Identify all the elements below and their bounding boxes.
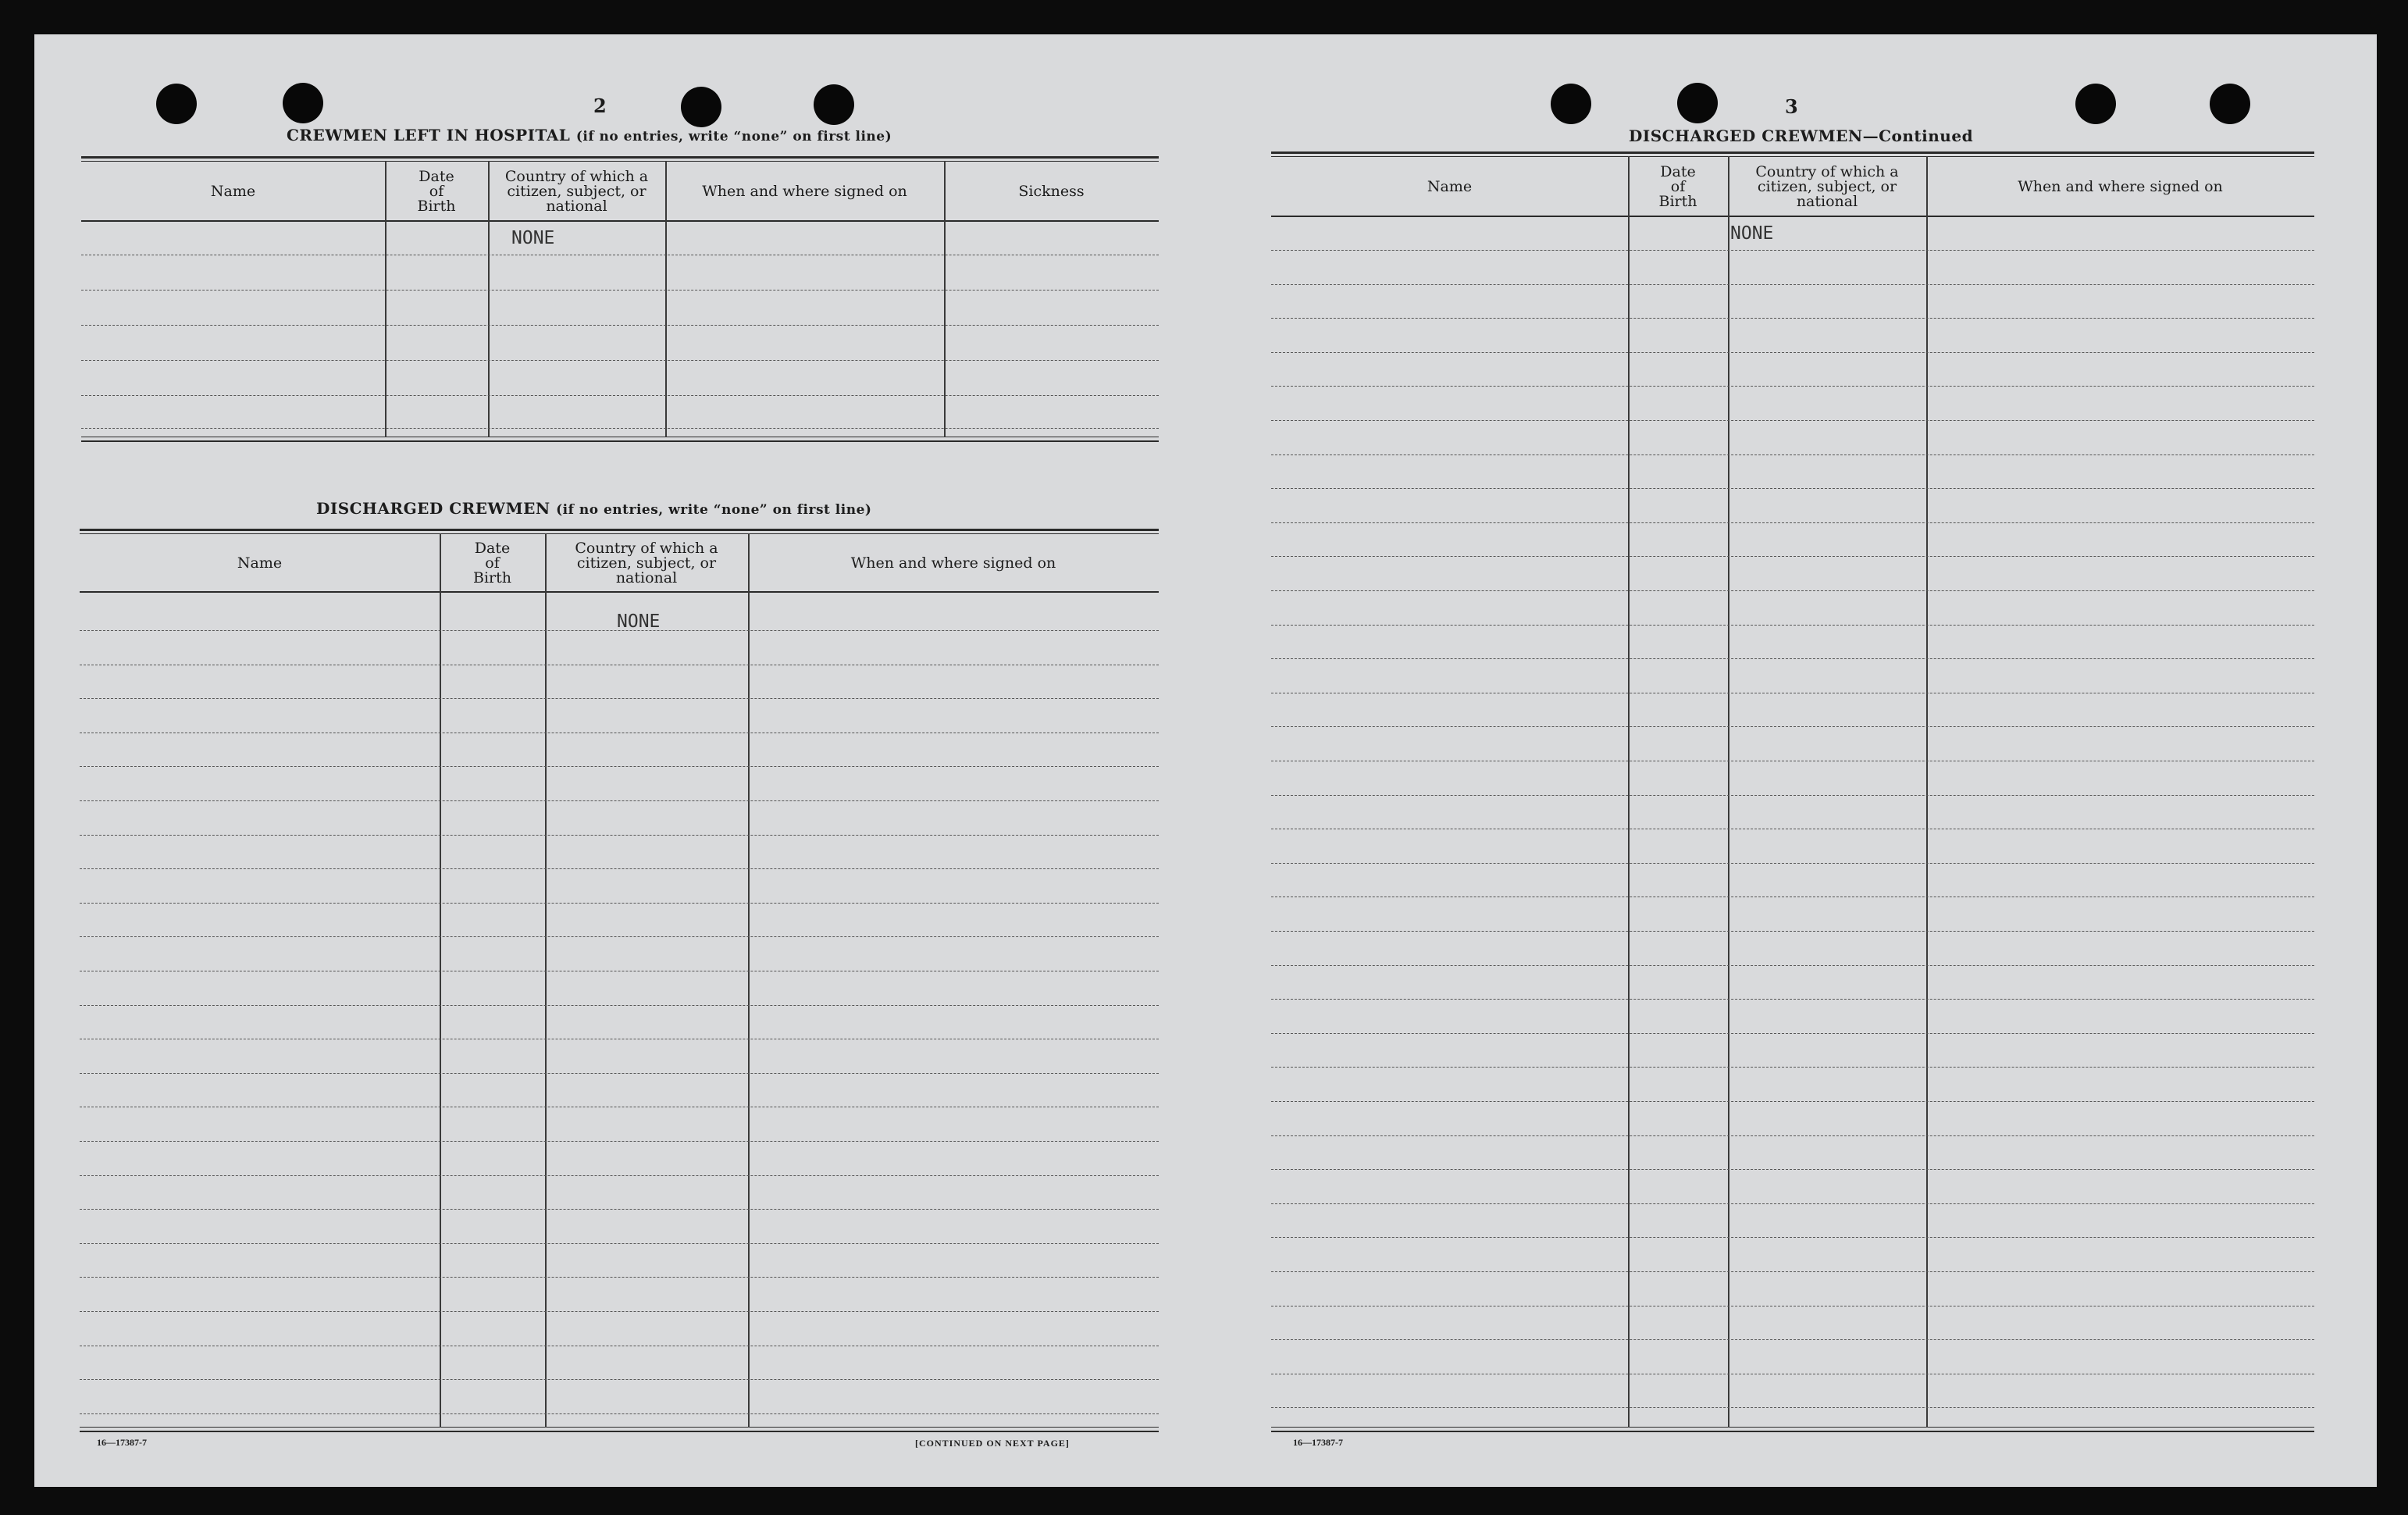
punch-hole — [1551, 84, 1591, 124]
row-line — [1271, 863, 2314, 864]
page-number: 2 — [593, 94, 607, 117]
section-title-main: CREWMEN LEFT IN HOSPITAL — [287, 126, 571, 144]
row-line — [1271, 454, 2314, 455]
header-line: national — [615, 569, 678, 586]
col-header-country — [1728, 158, 1926, 216]
row-line — [1271, 522, 2314, 523]
punch-hole — [2210, 84, 2250, 124]
row-line — [1271, 1169, 2314, 1170]
row-line — [80, 1141, 1159, 1142]
row-line — [1271, 284, 2314, 285]
header-line: Date — [419, 167, 454, 185]
row-line — [1271, 556, 2314, 557]
row-line — [1271, 1271, 2314, 1272]
row-line — [80, 835, 1159, 836]
page-number: 3 — [1785, 95, 1798, 118]
header-line: of — [485, 554, 500, 572]
row-line — [80, 868, 1159, 869]
punch-hole — [283, 83, 323, 123]
punch-hole — [681, 87, 721, 127]
header-line: Country of which a — [575, 539, 718, 557]
row-line — [1271, 795, 2314, 796]
row-line — [80, 1379, 1159, 1380]
row-line — [80, 766, 1159, 767]
punch-hole — [2075, 84, 2116, 124]
header-line: citizen, subject, or — [576, 554, 717, 572]
col-header-signed-on: When and where signed on — [850, 554, 1056, 572]
header-line: national — [546, 197, 607, 215]
col-header-date-of-birth — [385, 162, 488, 220]
header-line: Date — [1660, 162, 1696, 180]
scanned-document — [34, 34, 2377, 1487]
row-line — [1271, 420, 2314, 421]
punch-hole — [814, 84, 854, 125]
row-line — [1271, 1067, 2314, 1068]
table-cell-entry: NONE — [617, 611, 661, 632]
row-line — [1271, 488, 2314, 489]
row-line — [1271, 590, 2314, 591]
section-title-main: DISCHARGED CREWMEN — [316, 499, 550, 518]
row-line — [80, 903, 1159, 904]
row-line — [80, 936, 1159, 937]
col-header-name: Name — [210, 182, 256, 200]
row-line — [1271, 965, 2314, 966]
row-line — [80, 800, 1159, 801]
row-line — [1271, 1033, 2314, 1034]
row-line — [80, 1311, 1159, 1312]
continued-note: [CONTINUED ON NEXT PAGE] — [915, 1438, 1070, 1449]
header-line: Country of which a — [504, 167, 649, 185]
row-line — [1271, 658, 2314, 659]
row-line — [80, 1413, 1159, 1414]
section-title — [316, 499, 871, 518]
row-line — [1271, 1203, 2314, 1204]
row-line — [1271, 1339, 2314, 1340]
row-line — [1271, 726, 2314, 727]
row-line — [1271, 1407, 2314, 1408]
header-line: citizen, subject, or — [1757, 177, 1897, 195]
header-line: Birth — [473, 569, 511, 586]
row-line — [1271, 250, 2314, 251]
section-title-subtitle: (if no entries, write “none” on first line) — [556, 502, 872, 518]
col-header-country — [488, 162, 665, 220]
col-header-date-of-birth — [440, 535, 545, 591]
row-line — [1271, 318, 2314, 319]
col-header-signed-on: When and where signed on — [2018, 177, 2223, 195]
row-line — [1271, 999, 2314, 1000]
hospital-table — [81, 156, 1159, 442]
row-line — [80, 1005, 1159, 1006]
col-header-sickness: Sickness — [1018, 182, 1085, 200]
header-line: of — [1670, 177, 1686, 195]
row-line — [1271, 625, 2314, 626]
header-line: citizen, subject, or — [507, 182, 647, 200]
form-code: 16—17387-7 — [97, 1437, 147, 1448]
row-line — [1271, 931, 2314, 932]
row-line — [1271, 1237, 2314, 1238]
section-title — [287, 126, 892, 144]
row-line — [80, 1209, 1159, 1210]
section-title-subtitle: (if no entries, write “none” on first line) — [575, 129, 892, 144]
row-line — [80, 1175, 1159, 1176]
punch-hole — [1677, 83, 1718, 123]
header-line: Birth — [417, 197, 456, 215]
header-line: Birth — [1658, 192, 1697, 210]
col-header-date-of-birth — [1628, 158, 1728, 216]
row-line — [80, 1073, 1159, 1074]
header-line: Country of which a — [1755, 162, 1899, 180]
col-header-country — [545, 535, 748, 591]
col-header-name: Name — [237, 554, 283, 572]
row-line — [80, 1243, 1159, 1244]
table-cell-entry: NONE — [511, 228, 555, 248]
punch-hole — [156, 84, 197, 124]
header-line: national — [1796, 192, 1858, 210]
row-line — [80, 698, 1159, 699]
row-line — [1271, 352, 2314, 353]
col-header-signed-on: When and where signed on — [702, 182, 907, 200]
discharged-continued-table — [1271, 152, 2314, 1432]
header-line: of — [429, 182, 444, 200]
col-header-name: Name — [1427, 177, 1473, 195]
row-line — [80, 1277, 1159, 1278]
row-line — [1271, 1101, 2314, 1102]
table-cell-entry: NONE — [1730, 223, 1774, 244]
section-title: DISCHARGED CREWMEN—Continued — [1629, 127, 1974, 145]
row-line — [1271, 1135, 2314, 1136]
discharged-table — [80, 529, 1159, 1432]
header-line: Date — [474, 539, 511, 557]
row-line — [1271, 386, 2314, 387]
form-code: 16—17387-7 — [1293, 1437, 1343, 1448]
